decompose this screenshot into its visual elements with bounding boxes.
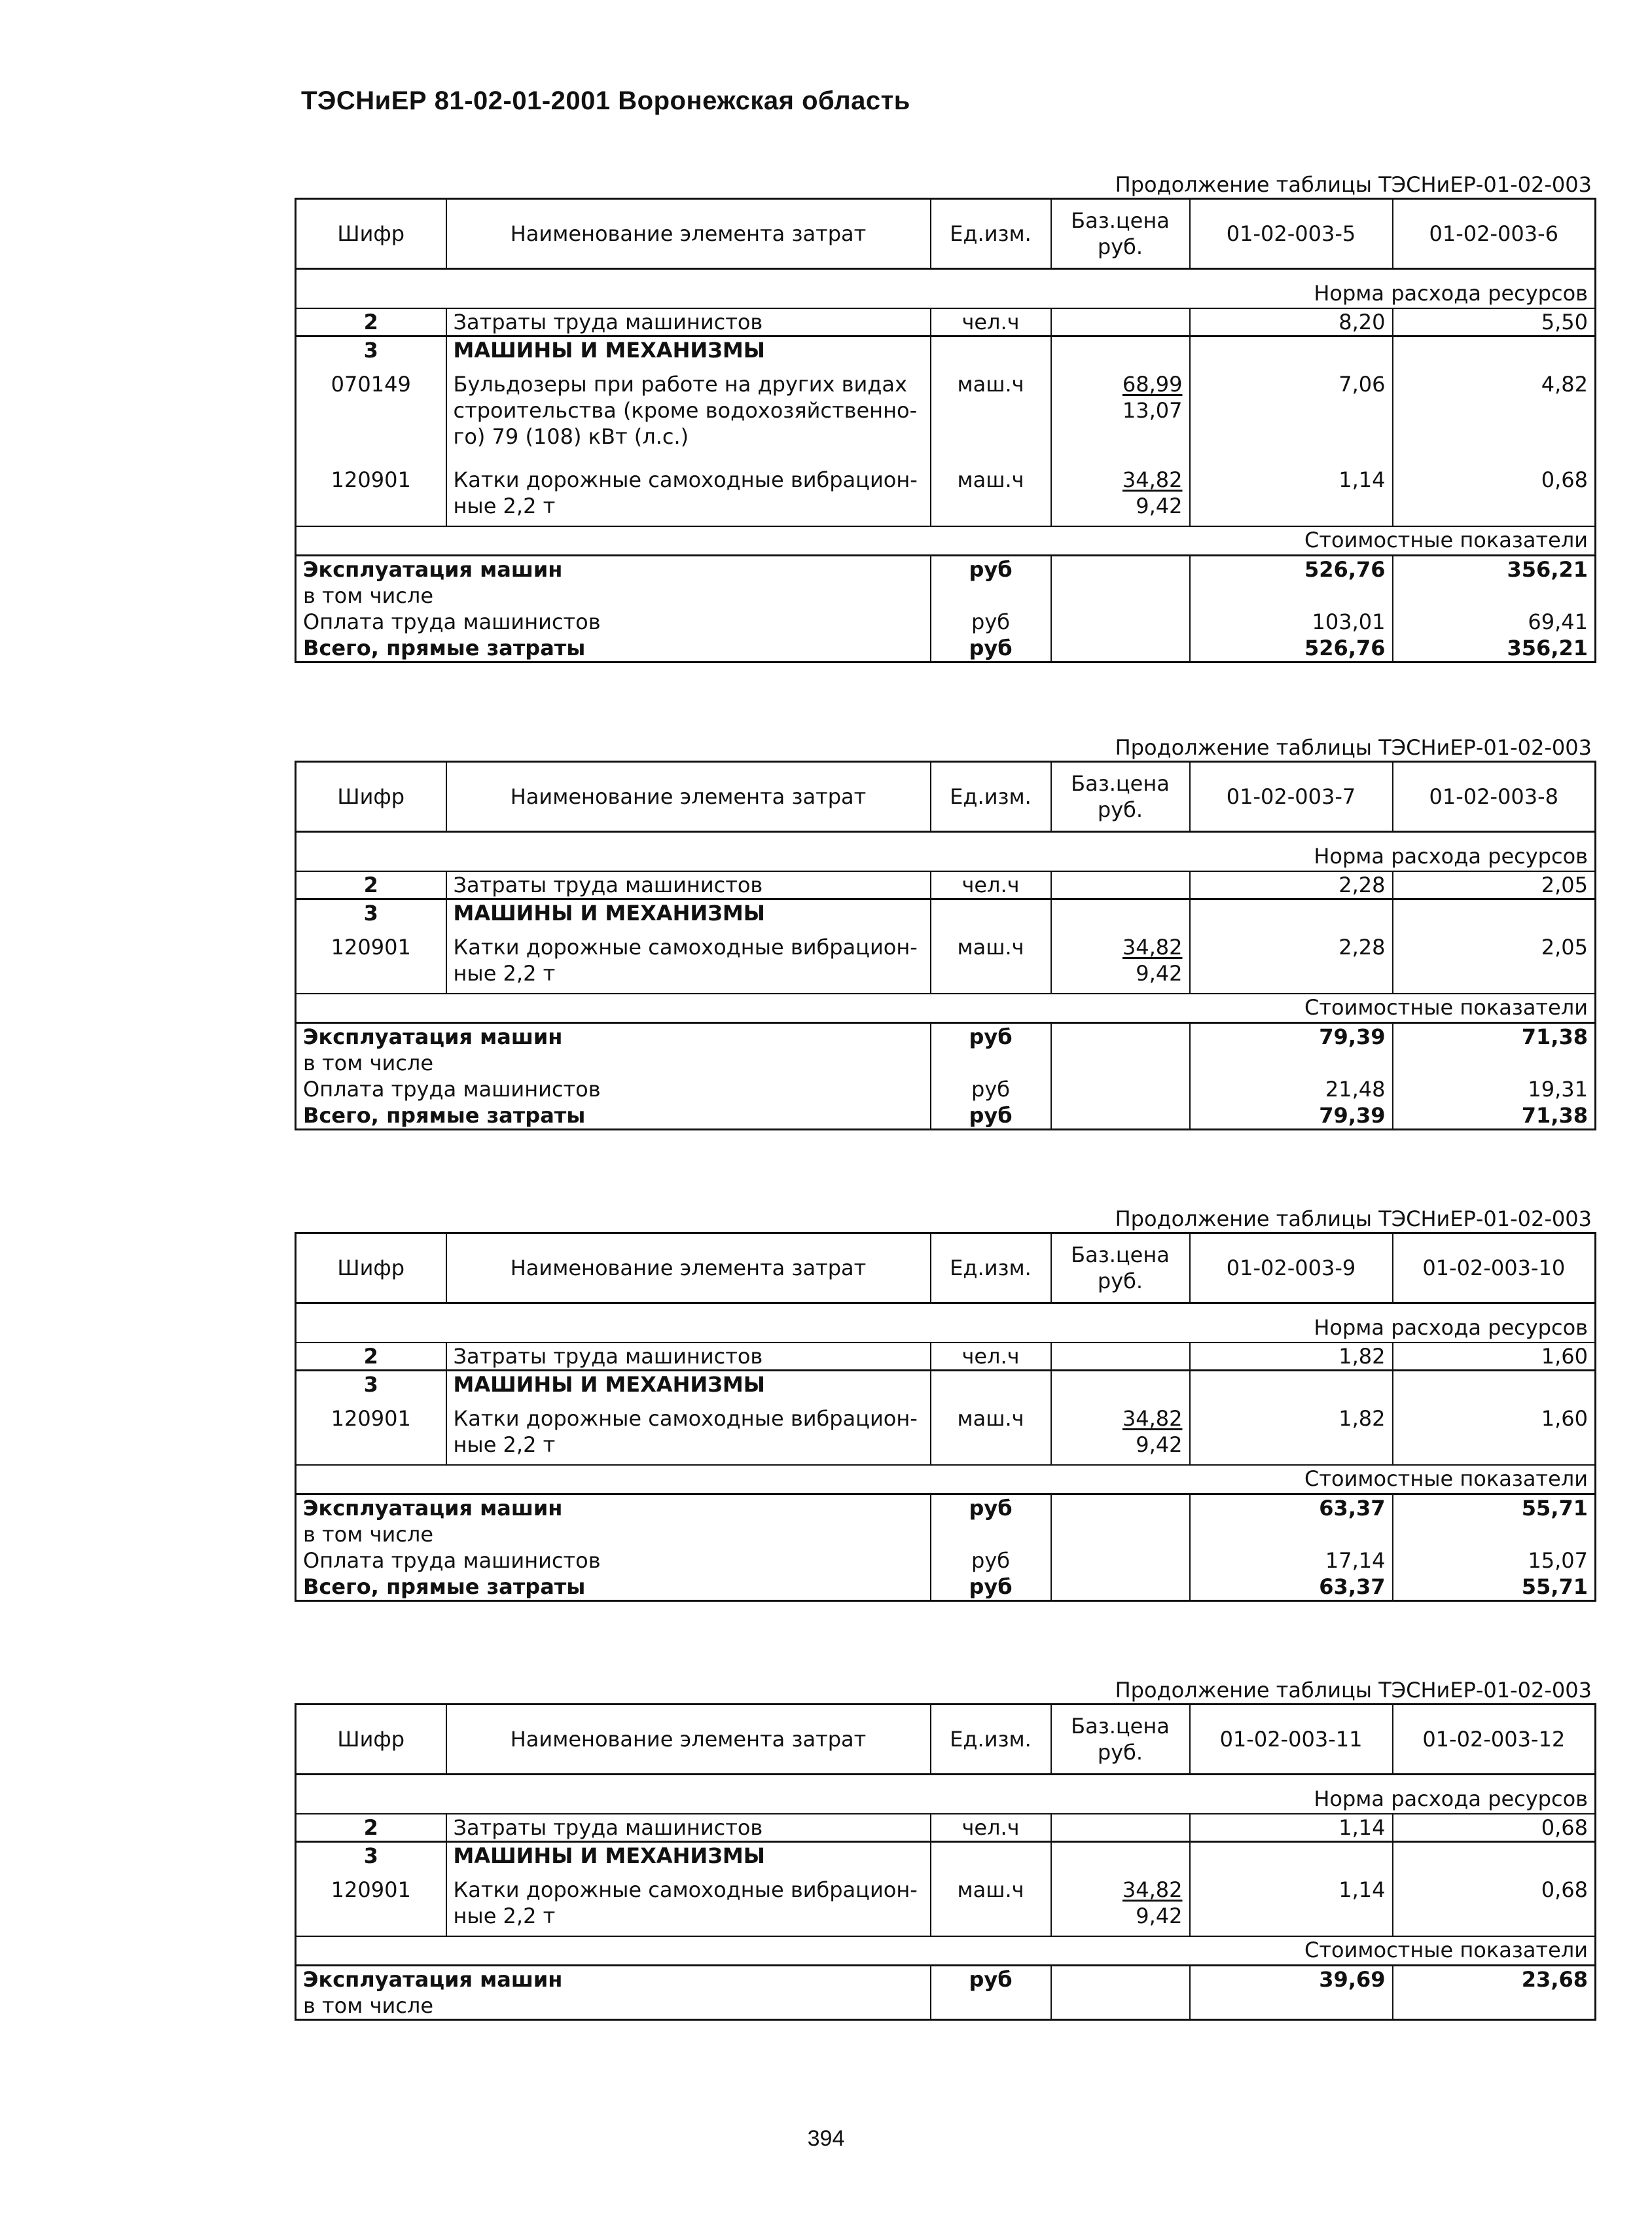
machine-name	[446, 459, 931, 526]
row-value-b	[1393, 1842, 1596, 1869]
row-code: 2	[296, 308, 446, 336]
machine-value-a: 2,28	[1190, 926, 1393, 994]
machine-name-line: строительства (кроме водохозяйственно-	[453, 398, 918, 423]
total-row	[296, 635, 1596, 662]
row-name: Затраты труда машинистов	[446, 871, 931, 899]
machine-row	[296, 1869, 1596, 1936]
row-price	[1051, 1842, 1190, 1869]
exploitation-price	[1051, 1023, 1190, 1051]
row-value-b	[1393, 1371, 1596, 1398]
including-row	[296, 1521, 1596, 1547]
machine-price-total: 34,82	[1122, 935, 1183, 960]
header-price-line1: Баз.цена	[1071, 1714, 1170, 1739]
machine-price	[1051, 926, 1190, 994]
exploitation-value-b: 356,21	[1393, 556, 1596, 583]
exploitation-unit: руб	[931, 1966, 1051, 1993]
header-price	[1051, 762, 1190, 832]
total-value-b: 71,38	[1393, 1102, 1596, 1130]
operator-pay-unit: руб	[931, 1076, 1051, 1102]
norm-header: Норма расхода ресурсов	[1314, 281, 1588, 306]
including-value-a	[1190, 1993, 1393, 2020]
exploitation-label: Эксплуатация машин	[296, 556, 931, 583]
continuation-caption: Продолжение таблицы ТЭСНиЕР-01-02-003	[1115, 735, 1592, 760]
row-code: 2	[296, 1343, 446, 1371]
including-unit	[931, 583, 1051, 609]
operator-pay-row	[296, 1076, 1596, 1102]
continuation-caption: Продолжение таблицы ТЭСНиЕР-01-02-003	[1115, 172, 1592, 197]
machine-name-line: ные 2,2 т	[453, 961, 556, 986]
resource-table	[295, 761, 1596, 1130]
machines-row	[296, 899, 1596, 927]
labor-value-a: 1,14	[1190, 1814, 1393, 1842]
exploitation-unit: руб	[931, 1494, 1051, 1522]
row-price	[1051, 1343, 1190, 1371]
header-price-line2: руб.	[1097, 234, 1143, 259]
row-name: Затраты труда машинистов	[446, 308, 931, 336]
header-code-a: 01-02-003-5	[1190, 199, 1393, 269]
operator-pay-price	[1051, 1076, 1190, 1102]
header-price-line2: руб.	[1097, 1269, 1143, 1293]
header-code-b: 01-02-003-6	[1393, 199, 1596, 269]
labor-value-a: 2,28	[1190, 871, 1393, 899]
operator-pay-price	[1051, 609, 1190, 635]
including-row	[296, 1050, 1596, 1076]
operator-pay-value-a: 17,14	[1190, 1547, 1393, 1574]
machine-price	[1051, 1869, 1190, 1936]
exploitation-unit: руб	[931, 556, 1051, 583]
operator-pay-value-b: 15,07	[1393, 1547, 1596, 1574]
labor-value-b: 2,05	[1393, 871, 1596, 899]
including-unit	[931, 1521, 1051, 1547]
document-title: ТЭСНиЕР 81-02-01-2001 Воронежская область	[301, 86, 910, 115]
machine-price-total: 34,82	[1122, 467, 1183, 492]
header-unit: Ед.изм.	[931, 1233, 1051, 1303]
total-value-b: 55,71	[1393, 1574, 1596, 1601]
machine-name	[446, 1398, 931, 1465]
row-price	[1051, 899, 1190, 927]
machine-value-b: 0,68	[1393, 459, 1596, 526]
operator-pay-unit: руб	[931, 609, 1051, 635]
machine-unit: маш.ч	[931, 1398, 1051, 1465]
cost-header: Стоимостные показатели	[296, 526, 1596, 556]
operator-pay-unit: руб	[931, 1547, 1051, 1574]
resource-table	[295, 1703, 1596, 2021]
including-value-b	[1393, 1993, 1596, 2020]
operator-pay-price	[1051, 1547, 1190, 1574]
row-value-a	[1190, 899, 1393, 927]
including-value-b	[1393, 1521, 1596, 1547]
exploitation-row	[296, 1023, 1596, 1051]
header-name: Наименование элемента затрат	[446, 1705, 931, 1775]
machine-price-pay: 9,42	[1136, 961, 1183, 986]
cost-header: Стоимостные показатели	[296, 1936, 1596, 1966]
row-unit: чел.ч	[931, 308, 1051, 336]
header-row	[296, 762, 1596, 832]
header-code-a: 01-02-003-7	[1190, 762, 1393, 832]
operator-pay-value-b: 69,41	[1393, 609, 1596, 635]
header-code: Шифр	[337, 1727, 405, 1752]
total-price	[1051, 635, 1190, 662]
labor-row	[296, 1814, 1596, 1842]
including-row	[296, 583, 1596, 609]
operator-pay-label: Оплата труда машинистов	[303, 609, 601, 634]
header-unit: Ед.изм.	[931, 199, 1051, 269]
including-value-a	[1190, 1521, 1393, 1547]
machine-price-total: 68,99	[1122, 372, 1183, 397]
machine-value-b: 1,60	[1393, 1398, 1596, 1465]
header-unit: Ед.изм.	[931, 762, 1051, 832]
row-price	[1051, 1814, 1190, 1842]
total-price	[1051, 1574, 1190, 1601]
operator-pay-row	[296, 1547, 1596, 1574]
total-unit: руб	[931, 1102, 1051, 1130]
exploitation-value-a: 63,37	[1190, 1494, 1393, 1522]
machine-name-line: ные 2,2 т	[453, 494, 556, 518]
including-price	[1051, 1521, 1190, 1547]
including-unit	[931, 1050, 1051, 1076]
machine-unit: маш.ч	[931, 363, 1051, 459]
machine-unit: маш.ч	[931, 926, 1051, 994]
machine-value-b: 4,82	[1393, 363, 1596, 459]
row-value-b	[1393, 336, 1596, 364]
header-code: Шифр	[337, 1255, 405, 1280]
machines-row	[296, 1371, 1596, 1398]
operator-pay-value-b: 19,31	[1393, 1076, 1596, 1102]
exploitation-value-a: 526,76	[1190, 556, 1393, 583]
header-name: Наименование элемента затрат	[446, 199, 931, 269]
operator-pay-value-a: 21,48	[1190, 1076, 1393, 1102]
machine-value-a: 1,14	[1190, 459, 1393, 526]
including-label: в том числе	[303, 583, 433, 608]
header-price-line2: руб.	[1097, 797, 1143, 822]
header-code: Шифр	[337, 784, 405, 809]
norm-header: Норма расхода ресурсов	[1314, 844, 1588, 869]
labor-value-b: 1,60	[1393, 1343, 1596, 1371]
labor-value-a: 1,82	[1190, 1343, 1393, 1371]
row-unit	[931, 336, 1051, 364]
labor-row	[296, 308, 1596, 336]
exploitation-value-a: 39,69	[1190, 1966, 1393, 1993]
including-value-a	[1190, 583, 1393, 609]
operator-pay-value-a: 103,01	[1190, 609, 1393, 635]
resource-table-block	[295, 1206, 1594, 1602]
header-code-a: 01-02-003-11	[1190, 1705, 1393, 1775]
labor-row	[296, 871, 1596, 899]
machine-name-line: ные 2,2 т	[453, 1904, 556, 1928]
including-unit	[931, 1993, 1051, 2020]
row-name: МАШИНЫ И МЕХАНИЗМЫ	[446, 899, 931, 927]
machine-price-pay: 9,42	[1136, 1432, 1183, 1457]
machine-name	[446, 363, 931, 459]
machine-price-pay: 9,42	[1136, 494, 1183, 518]
exploitation-label: Эксплуатация машин	[296, 1023, 931, 1051]
machine-code: 120901	[331, 935, 411, 960]
row-price	[1051, 336, 1190, 364]
exploitation-price	[1051, 1494, 1190, 1522]
header-code-b: 01-02-003-12	[1393, 1705, 1596, 1775]
row-price	[1051, 871, 1190, 899]
machine-value-a: 1,14	[1190, 1869, 1393, 1936]
header-row	[296, 1233, 1596, 1303]
header-price-line1: Баз.цена	[1071, 208, 1170, 233]
row-unit: чел.ч	[931, 1343, 1051, 1371]
including-price	[1051, 1993, 1190, 2020]
machine-name-line: Катки дорожные самоходные вибрацион-	[453, 1406, 918, 1431]
row-price	[1051, 1371, 1190, 1398]
header-price	[1051, 1233, 1190, 1303]
machine-name-line: Катки дорожные самоходные вибрацион-	[453, 935, 918, 960]
machine-code: 120901	[331, 1406, 411, 1431]
exploitation-row	[296, 1494, 1596, 1522]
header-code-b: 01-02-003-8	[1393, 762, 1596, 832]
resource-table	[295, 198, 1596, 663]
exploitation-price	[1051, 1966, 1190, 1993]
total-value-b: 356,21	[1393, 635, 1596, 662]
row-name: МАШИНЫ И МЕХАНИЗМЫ	[446, 336, 931, 364]
including-price	[1051, 1050, 1190, 1076]
exploitation-unit: руб	[931, 1023, 1051, 1051]
total-unit: руб	[931, 635, 1051, 662]
labor-row	[296, 1343, 1596, 1371]
machine-row	[296, 459, 1596, 526]
cost-header: Стоимостные показатели	[296, 1465, 1596, 1494]
machine-name	[446, 1869, 931, 1936]
exploitation-value-b: 55,71	[1393, 1494, 1596, 1522]
header-code: Шифр	[337, 221, 405, 246]
header-price-line1: Баз.цена	[1071, 1242, 1170, 1267]
resource-table-block	[295, 171, 1594, 663]
including-price	[1051, 583, 1190, 609]
machine-value-b: 2,05	[1393, 926, 1596, 994]
norm-header: Норма расхода ресурсов	[1314, 1786, 1588, 1811]
row-price	[1051, 308, 1190, 336]
including-value-b	[1393, 1050, 1596, 1076]
row-code: 2	[296, 871, 446, 899]
row-name: Затраты труда машинистов	[446, 1343, 931, 1371]
including-value-a	[1190, 1050, 1393, 1076]
header-price	[1051, 199, 1190, 269]
machine-name-line: го) 79 (108) кВт (л.с.)	[453, 424, 689, 449]
cost-header: Стоимостные показатели	[296, 994, 1596, 1023]
machine-code: 070149	[331, 372, 411, 397]
row-value-a	[1190, 1371, 1393, 1398]
norm-header: Норма расхода ресурсов	[1314, 1315, 1588, 1340]
header-row	[296, 1705, 1596, 1775]
labor-value-b: 5,50	[1393, 308, 1596, 336]
machine-value-b: 0,68	[1393, 1869, 1596, 1936]
header-row	[296, 199, 1596, 269]
exploitation-row	[296, 1966, 1596, 1993]
total-unit: руб	[931, 1574, 1051, 1601]
header-code-b: 01-02-003-10	[1393, 1233, 1596, 1303]
row-name: Затраты труда машинистов	[446, 1814, 931, 1842]
total-value-a: 79,39	[1190, 1102, 1393, 1130]
row-value-a	[1190, 336, 1393, 364]
machine-price	[1051, 1398, 1190, 1465]
total-row	[296, 1574, 1596, 1601]
machine-name-line: ные 2,2 т	[453, 1432, 556, 1457]
machines-row	[296, 1842, 1596, 1869]
row-value-b	[1393, 899, 1596, 927]
machine-name-line: Катки дорожные самоходные вибрацион-	[453, 467, 918, 492]
row-code: 2	[296, 1814, 446, 1842]
labor-value-a: 8,20	[1190, 308, 1393, 336]
machine-row	[296, 926, 1596, 994]
total-value-a: 526,76	[1190, 635, 1393, 662]
machine-row	[296, 1398, 1596, 1465]
row-value-a	[1190, 1842, 1393, 1869]
continuation-caption: Продолжение таблицы ТЭСНиЕР-01-02-003	[1115, 1678, 1592, 1703]
machine-name	[446, 926, 931, 994]
exploitation-label: Эксплуатация машин	[296, 1966, 931, 1993]
header-price-line1: Баз.цена	[1071, 771, 1170, 796]
machine-value-a: 7,06	[1190, 363, 1393, 459]
header-name: Наименование элемента затрат	[446, 1233, 931, 1303]
including-label: в том числе	[303, 1993, 433, 2018]
row-code: 3	[296, 899, 446, 927]
labor-value-b: 0,68	[1393, 1814, 1596, 1842]
header-unit: Ед.изм.	[931, 1705, 1051, 1775]
machine-unit: маш.ч	[931, 459, 1051, 526]
machine-price-total: 34,82	[1122, 1877, 1183, 1902]
exploitation-value-b: 23,68	[1393, 1966, 1596, 1993]
row-unit	[931, 1371, 1051, 1398]
machine-unit: маш.ч	[931, 1869, 1051, 1936]
machine-price-pay: 9,42	[1136, 1904, 1183, 1928]
total-label: Всего, прямые затраты	[303, 1574, 586, 1599]
machine-price	[1051, 363, 1190, 459]
total-row	[296, 1102, 1596, 1130]
total-label: Всего, прямые затраты	[303, 636, 586, 660]
continuation-caption: Продолжение таблицы ТЭСНиЕР-01-02-003	[1115, 1206, 1592, 1231]
header-code-a: 01-02-003-9	[1190, 1233, 1393, 1303]
resource-table	[295, 1232, 1596, 1602]
machine-code: 120901	[331, 1877, 411, 1902]
operator-pay-label: Оплата труда машинистов	[303, 1077, 601, 1102]
total-label: Всего, прямые затраты	[303, 1103, 586, 1128]
row-unit	[931, 899, 1051, 927]
row-code: 3	[296, 1371, 446, 1398]
row-unit	[931, 1842, 1051, 1869]
exploitation-label: Эксплуатация машин	[296, 1494, 931, 1522]
row-name: МАШИНЫ И МЕХАНИЗМЫ	[446, 1842, 931, 1869]
machine-code: 120901	[331, 467, 411, 492]
machine-value-a: 1,82	[1190, 1398, 1393, 1465]
row-unit: чел.ч	[931, 1814, 1051, 1842]
operator-pay-label: Оплата труда машинистов	[303, 1548, 601, 1573]
header-name: Наименование элемента затрат	[446, 762, 931, 832]
exploitation-value-b: 71,38	[1393, 1023, 1596, 1051]
machine-name-line: Катки дорожные самоходные вибрацион-	[453, 1877, 918, 1902]
machine-name-line: Бульдозеры при работе на других видах	[453, 372, 907, 397]
page-number: 394	[807, 2126, 845, 2151]
including-value-b	[1393, 583, 1596, 609]
machine-price	[1051, 459, 1190, 526]
row-code: 3	[296, 1842, 446, 1869]
row-code: 3	[296, 336, 446, 364]
total-price	[1051, 1102, 1190, 1130]
machine-price-pay: 13,07	[1122, 398, 1183, 423]
row-unit: чел.ч	[931, 871, 1051, 899]
including-label: в том числе	[303, 1522, 433, 1547]
machine-price-total: 34,82	[1122, 1406, 1183, 1431]
including-label: в том числе	[303, 1051, 433, 1075]
exploitation-value-a: 79,39	[1190, 1023, 1393, 1051]
header-price-line2: руб.	[1097, 1740, 1143, 1765]
machine-row	[296, 363, 1596, 459]
operator-pay-row	[296, 609, 1596, 635]
header-price	[1051, 1705, 1190, 1775]
exploitation-row	[296, 556, 1596, 583]
exploitation-price	[1051, 556, 1190, 583]
total-value-a: 63,37	[1190, 1574, 1393, 1601]
machines-row	[296, 336, 1596, 364]
resource-table-block	[295, 734, 1594, 1130]
resource-table-block	[295, 1677, 1594, 2021]
row-name: МАШИНЫ И МЕХАНИЗМЫ	[446, 1371, 931, 1398]
including-row	[296, 1993, 1596, 2020]
